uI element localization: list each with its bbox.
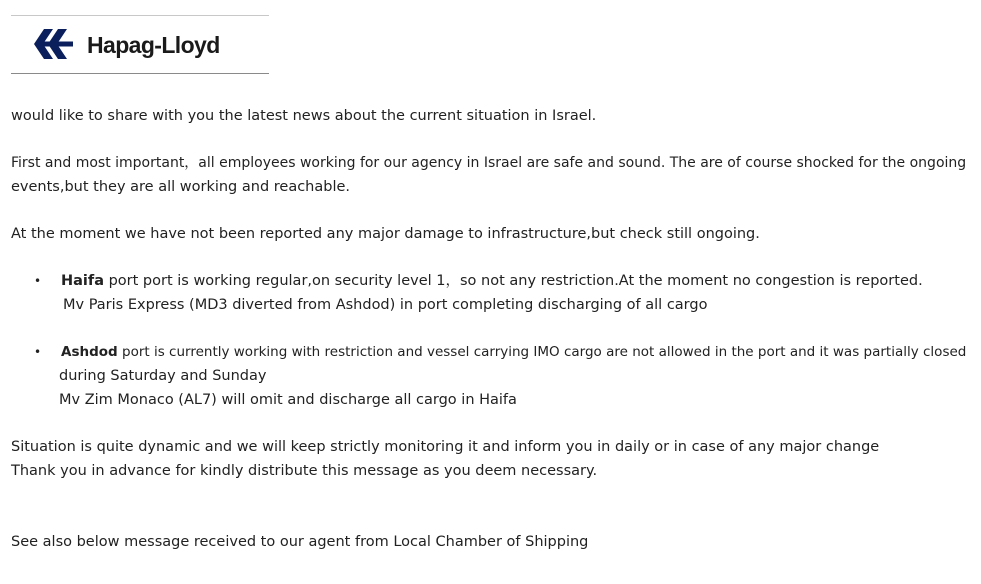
haifa-line-2: Mv Paris Express (MD3 diverted from Ashdod) in port completing discharging of all cargo — [63, 297, 708, 313]
paragraph-employees-line-1: First and most important，all employees working for our agency in Israel are safe and sound. The are of course shocked for the ongoing — [11, 155, 967, 171]
ashdod-status-text: port is currently working with restriction and vessel carrying IMO cargo are not allowed in the port and it was partially closed — [117, 344, 967, 360]
port-name-haifa: Haifa — [61, 273, 104, 289]
paragraph-infrastructure: At the moment we have not been reported any major damage to infrastructure,but check still ongoing. — [11, 226, 760, 242]
port-name-ashdod: Ashdod — [61, 344, 118, 360]
paragraph-employees-line-2: events,but they are all working and reachable. — [11, 179, 351, 195]
paragraph-situation-line-1: Situation is quite dynamic and we will keep strictly monitoring it and inform you in daily or in case of any major change — [11, 439, 880, 455]
bullet-haifa: • — [34, 274, 42, 288]
ashdod-line-1 — [61, 340, 966, 364]
bullet-ashdod: • — [34, 345, 42, 359]
ashdod-line-3: Mv Zim Monaco (AL7) will omit and discharge all cargo in Haifa — [59, 392, 517, 408]
haifa-line-1 — [61, 269, 923, 293]
hapag-lloyd-logo-icon — [33, 29, 75, 59]
paragraph-situation-line-2: Thank you in advance for kindly distribute this message as you deem necessary. — [11, 463, 598, 479]
company-logo — [11, 15, 269, 74]
paragraph-see-also: See also below message received to our agent from Local Chamber of Shipping — [11, 534, 589, 550]
intro-text: would like to share with you the latest news about the current situation in Israel. — [11, 108, 597, 124]
haifa-status-text: port port is working regular,on security level 1，so not any restriction.At the moment no congestion is reported. — [103, 273, 923, 289]
ashdod-line-2: during Saturday and Sunday — [59, 368, 267, 384]
logo-wordmark: Hapag-Lloyd — [87, 32, 220, 58]
